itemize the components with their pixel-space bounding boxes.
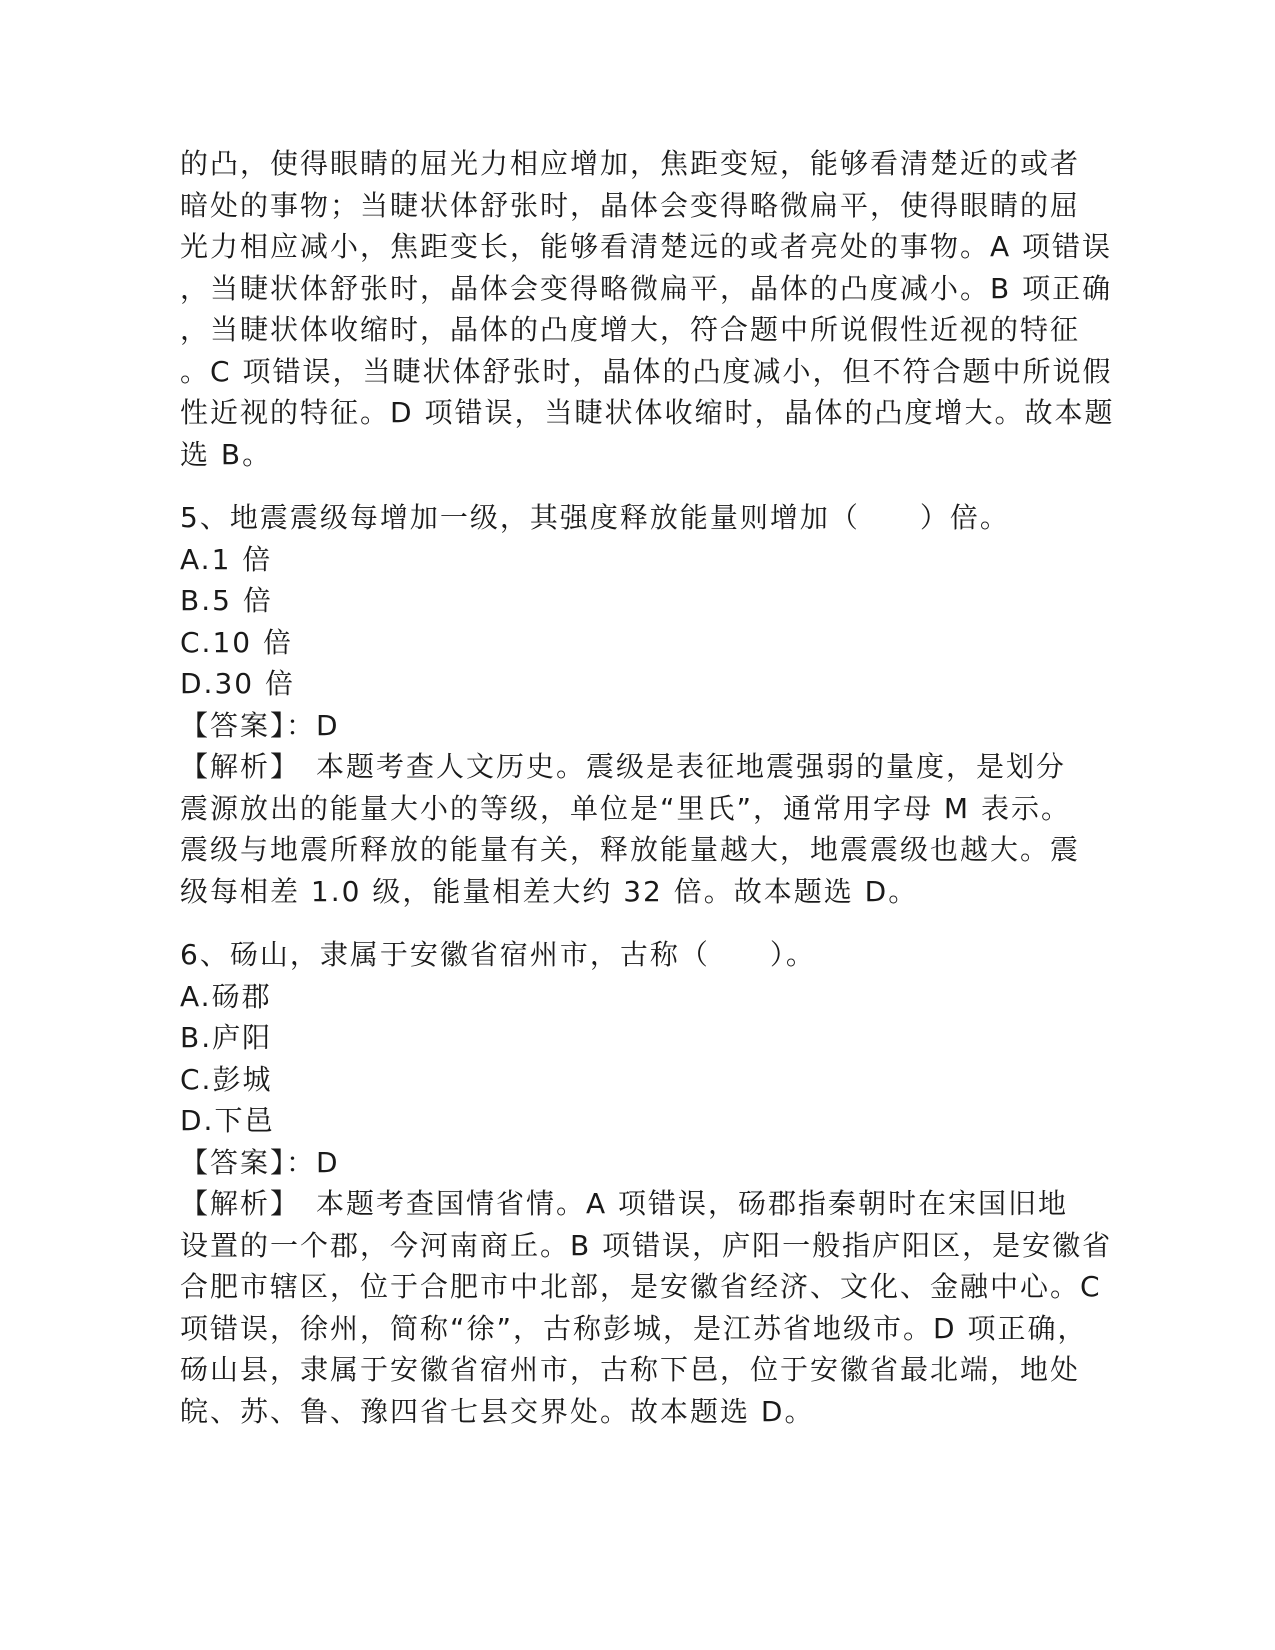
analysis-line: 设置的一个郡，今河南商丘。B 项错误，庐阳一般指庐阳区，是安徽省 <box>180 1228 1113 1262</box>
analysis-line: 皖、苏、鲁、豫四省七县交界处。故本题选 D。 <box>180 1394 815 1428</box>
question-stem: 5、地震震级每增加一级，其强度释放能量则增加（ ）倍。 <box>180 501 1010 534</box>
explanation-line: 暗处的事物；当睫状体舒张时，晶体会变得略微扁平，使得眼睛的屈 <box>180 188 1081 222</box>
page-content <box>180 143 1115 1432</box>
answer-line: 【答案】：D <box>180 1145 340 1179</box>
analysis-line: 震源放出的能量大小的等级，单位是“里氏”，通常用字母 M 表示。 <box>180 791 1071 825</box>
question-6 <box>180 934 1113 1432</box>
analysis-line: 【解析】 本题考查国情省情。A 项错误，砀郡指秦朝时在宋国旧地 <box>180 1187 1069 1220</box>
option-c: C.10 倍 <box>180 625 293 659</box>
analysis-line: 合肥市辖区，位于合肥市中北部，是安徽省经济、文化、金融中心。C <box>180 1270 1102 1303</box>
option-a: A.砀郡 <box>180 979 272 1013</box>
question-5 <box>180 497 1081 912</box>
analysis-line: 【解析】 本题考查人文历史。震级是表征地震强弱的量度，是划分 <box>180 750 1067 783</box>
explanation-line: 选 B。 <box>180 437 273 471</box>
analysis-line: 震级与地震所释放的能量有关，释放能量越大，地震震级也越大。震 <box>180 833 1081 866</box>
option-a: A.1 倍 <box>180 542 273 576</box>
explanation-line: 的凸，使得眼睛的屈光力相应增加，焦距变短，能够看清楚近的或者 <box>180 147 1081 180</box>
question-stem: 6、砀山，隶属于安徽省宿州市，古称（ ）。 <box>180 938 816 971</box>
explanation-line: ，当睫状体舒张时，晶体会变得略微扁平，晶体的凸度减小。B 项正确 <box>180 271 1113 305</box>
answer-line: 【答案】：D <box>180 708 340 742</box>
explanation-line: 光力相应减小，焦距变长，能够看清楚远的或者亮处的事物。A 项错误 <box>180 230 1113 263</box>
analysis-line: 砀山县，隶属于安徽省宿州市，古称下邑，位于安徽省最北端，地处 <box>180 1353 1081 1386</box>
option-b: B.5 倍 <box>180 584 273 617</box>
analysis-line: 级每相差 1.0 级，能量相差大约 32 倍。故本题选 D。 <box>180 874 919 908</box>
explanation-line: ，当睫状体收缩时，晶体的凸度增大，符合题中所说假性近视的特征 <box>180 313 1081 346</box>
explanation-line: 。C 项错误，当睫状体舒张时，晶体的凸度减小，但不符合题中所说假 <box>180 354 1113 388</box>
explanation-line: 性近视的特征。D 项错误，当睫状体收缩时，晶体的凸度增大。故本题 <box>180 396 1115 429</box>
option-d: D.下邑 <box>180 1104 275 1137</box>
option-b: B.庐阳 <box>180 1021 273 1054</box>
previous-explanation <box>180 143 1115 475</box>
analysis-line: 项错误，徐州，简称“徐”，古称彭城，是江苏省地级市。D 项正确， <box>180 1311 1088 1345</box>
option-c: C.彭城 <box>180 1062 273 1096</box>
option-d: D.30 倍 <box>180 667 295 700</box>
